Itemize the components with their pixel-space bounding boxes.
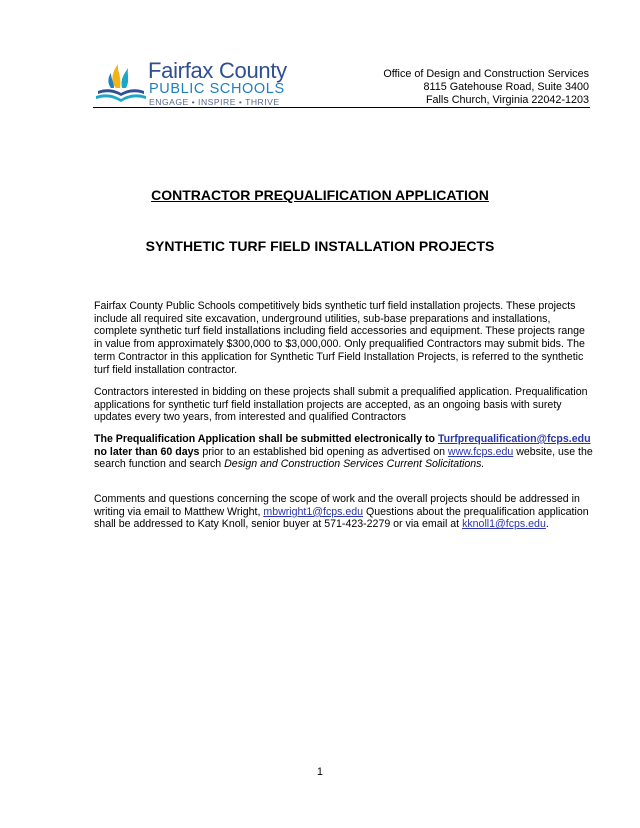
deadline-text: no later than 60 days <box>94 445 200 458</box>
office-address <box>383 68 589 106</box>
turf-email-link[interactable]: Turfprequalification@fcps.edu <box>437 433 591 445</box>
book-flame-icon <box>94 58 148 108</box>
knoll-email-link[interactable]: kknoll1@fcps.edu <box>462 518 546 531</box>
bidding-paragraph: Contractors interested in bidding on these projects shall submit a prequalified application. Prequalification applications for synthetic turf field installation projects are accepted, as an ongoing basis with surety updates every two years, from interested and qualified Contractors <box>94 386 588 424</box>
logo-subtitle: PUBLIC SCHOOLS <box>149 81 285 97</box>
submission-instruction: The Prequalification Application shall be submitted electronically to <box>94 433 438 445</box>
office-line: Office of Design and Construction Services <box>383 68 589 80</box>
header-divider <box>93 107 590 108</box>
contact-text: Comments and questions concerning the scope of work and the overall projects should be addressed in writing via email to Matthew Wright, <box>94 493 580 518</box>
wright-email-link[interactable]: mbwright1@fcps.edu <box>263 505 364 518</box>
fcps-logo <box>94 58 290 108</box>
fcps-website-link[interactable]: www.fcps.edu <box>447 445 514 458</box>
office-line: 8115 Gatehouse Road, Suite 3400 <box>423 80 589 93</box>
page-number: 1 <box>317 766 323 778</box>
document-subtitle: SYNTHETIC TURF FIELD INSTALLATION PROJECTS <box>145 238 495 254</box>
contact-paragraph <box>94 493 594 531</box>
contact-text-3: . <box>545 518 549 531</box>
logo-name: Fairfax County <box>148 58 287 83</box>
office-line: Falls Church, Virginia 22042-1203 <box>425 93 589 106</box>
intro-paragraph: Fairfax County Public Schools competitively bids synthetic turf field installation projects. These projects include all required site excavation, underground utilities, sub-base preparations and installations, complete synthetic turf field installations including field accessories and equipment. These projects range in value from approximately $300,000 to $3,000,000. Only prequalified Contractors may submit bids. The term Contractor in this application for Synthetic Turf Field Installation Projects, is referred to the synthetic turf field installation contractor. <box>94 300 585 376</box>
document-title: CONTRACTOR PREQUALIFICATION APPLICATION <box>151 187 489 203</box>
contact-text-2: Questions about the prequalification application shall be addressed to Katy Knoll, senior buyer at 571-423-2279 or via email at <box>94 505 589 531</box>
submission-text-2: website, use the search function and search <box>94 445 593 471</box>
submission-text: prior to an established bid opening as advertised on <box>199 445 448 458</box>
logo-tagline: ENGAGE • INSPIRE • THRIVE <box>149 97 280 107</box>
submission-paragraph <box>94 433 594 471</box>
solicitations-text: Design and Construction Services Current Solicitations. <box>224 458 485 471</box>
